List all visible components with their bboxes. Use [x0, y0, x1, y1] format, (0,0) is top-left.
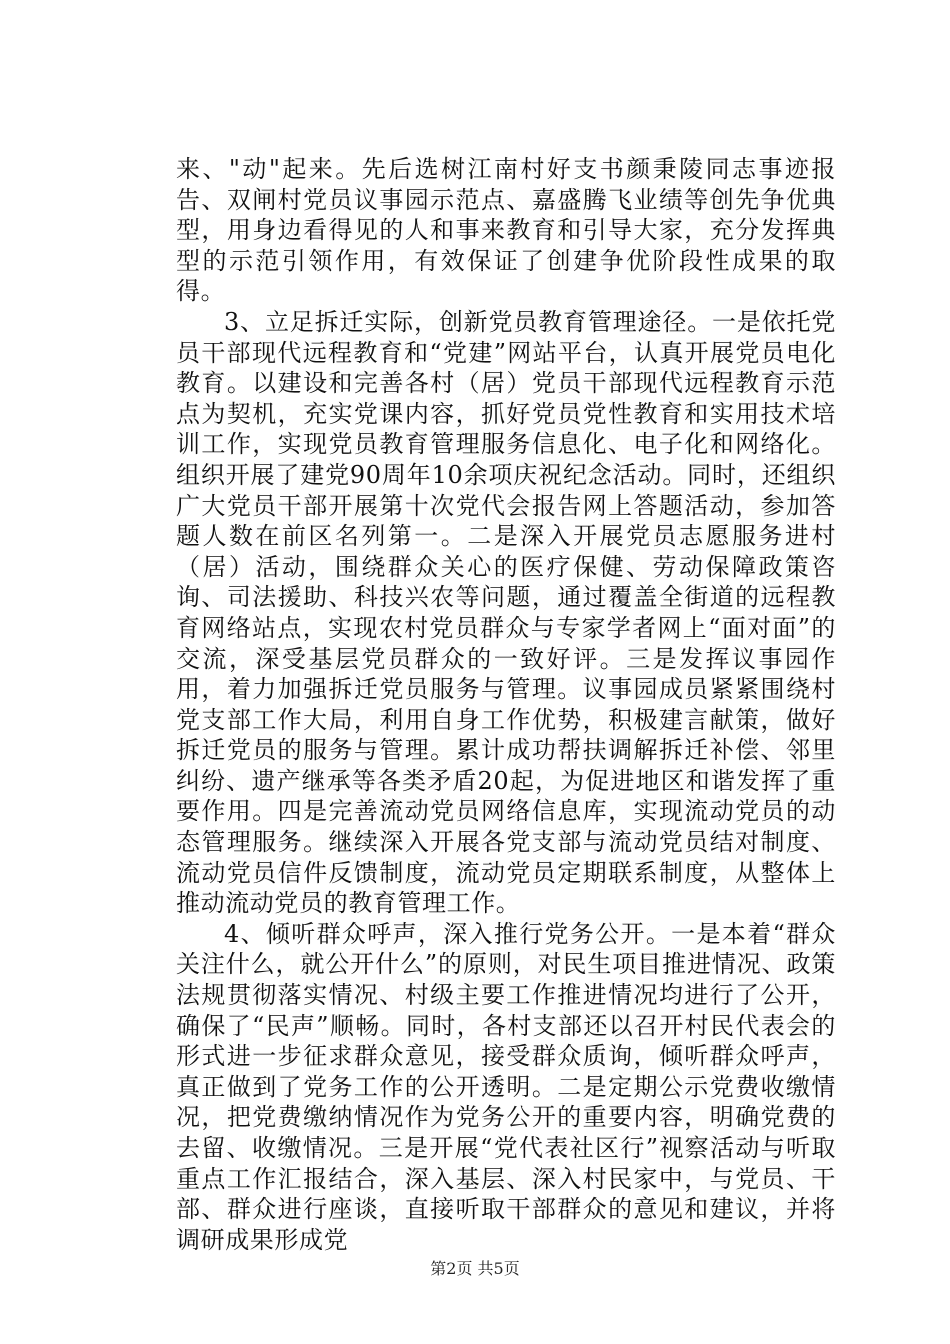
page-number-footer: 第2页 共5页 — [430, 1259, 520, 1278]
paragraph-section-3: 3、立足拆迁实际，创新党员教育管理途径。一是依托党员干部现代远程教育和“党建”网站平台，认真开展党员电化教育。以建设和完善各村（居）党员干部现代远程教育示范点为契机，充实党课内容，抓好党员党性教育和实用技术培训工作，实现党员教育管理服务信息化、电子化和网络化。组织开展了建党90周年10余项庆祝纪念活动。同时，还组织广大党员干部开展第十次党代会报告网上答题活动，参加答题人数在前区名列第一。二是深入开展党员志愿服务进村（居）活动，围绕群众关心的医疗保健、劳动保障政策咨询、司法援助、科技兴农等问题，通过覆盖全街道的远程教育网络站点，实现农村党员群众与专家学者网上“面对面”的交流，深受基层党员群众的一致好评。三是发挥议事园作用，着力加强拆迁党员服务与管理。议事园成员紧紧围绕村党支部工作大局，利用自身工作优势，积极建言献策，做好拆迁党员的服务与管理。累计成功帮扶调解拆迁补偿、邻里纠纷、遗产继承等各类矛盾20起，为促进地区和谐发挥了重要作用。四是完善流动党员网络信息库，实现流动党员的动态管理服务。继续深入开展各党支部与流动党员结对制度、流动党员信件反馈制度，流动党员定期联系制度，从整体上推动流动党员的教育管理工作。 — [176, 307, 836, 918]
paragraph-continuation: 来、"动"起来。先后选树江南村好支书颜秉陵同志事迹报告、双闸村党员议事园示范点、嘉盛腾飞业绩等创先争优典型，用身边看得见的人和事来教育和引导大家，充分发挥典型的示范引领作用，有效保证了创建争优阶段性成果的取得。 — [176, 155, 836, 306]
document-body — [176, 154, 836, 1255]
paragraph-section-4: 4、倾听群众呼声，深入推行党务公开。一是本着“群众关注什么，就公开什么”的原则，对民生项目推进情况、政策法规贯彻落实情况、村级主要工作推进情况均进行了公开，确保了“民声”顺畅。同时，各村支部还以召开村民代表会的形式进一步征求群众意见，接受群众质询，倾听群众呼声，真正做到了党务工作的公开透明。二是定期公示党费收缴情况，把党费缴纳情况作为党务公开的重要内容，明确党费的去留、收缴情况。三是开展“党代表社区行”视察活动与听取重点工作汇报结合，深入基层、深入村民家中，与党员、干部、群众进行座谈，直接听取干部群众的意见和建议，并将调研成果形成党 — [176, 919, 836, 1254]
